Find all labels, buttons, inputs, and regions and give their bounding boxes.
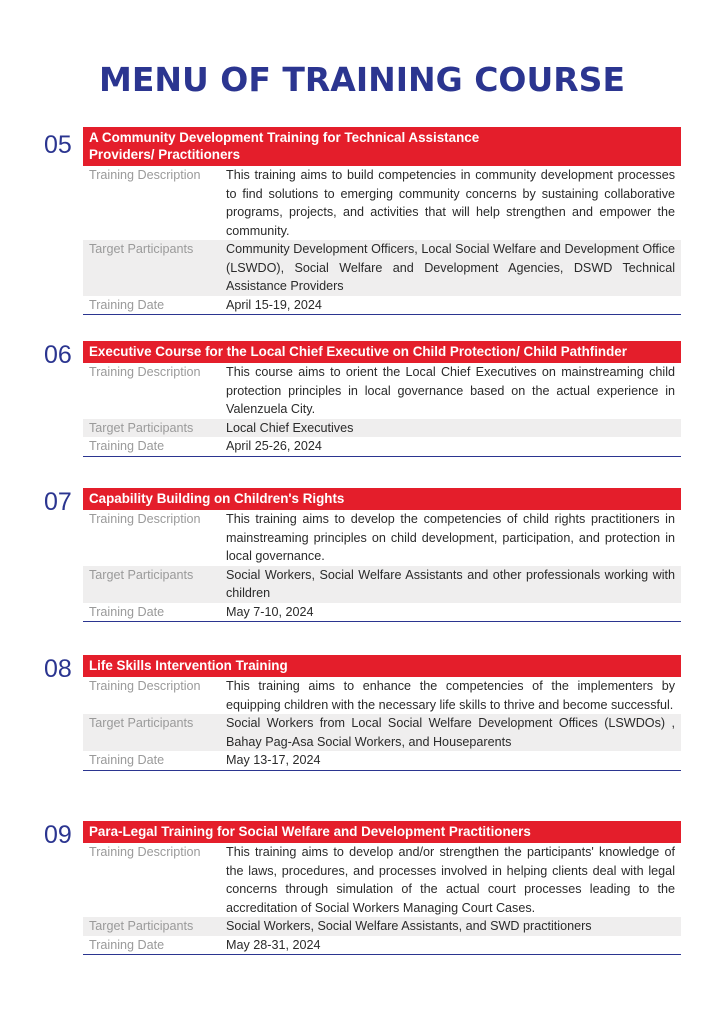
date-row	[83, 437, 681, 457]
description-row	[83, 166, 681, 240]
date-value: April 25-26, 2024	[226, 439, 322, 453]
description-value: This training aims to develop the competencies of child rights practitioners in mainstreaming principles on child development, participation, and protection in local governance.	[226, 512, 675, 563]
date-label: Training Date	[89, 297, 165, 312]
page-title: MENU OF TRAINING COURSE	[99, 60, 625, 99]
date-value: May 28-31, 2024	[226, 937, 321, 952]
date-value: May 7-10, 2024	[226, 604, 314, 619]
participants-row	[83, 566, 681, 603]
participants-row	[83, 714, 681, 751]
course-number: 06	[44, 341, 72, 369]
date-value: May 13-17, 2024	[226, 753, 321, 767]
participants-value: Social Workers, Social Welfare Assistants, and SWD practitioners	[226, 919, 592, 933]
description-value: This training aims to develop and/or strengthen the participants' knowledge of the laws, procedures, and processes involved in helping clients deal with legal concerns through simulation of the actual court processes leading to the accreditation of Social Workers Managing Court Cases.	[226, 845, 675, 915]
date-row	[83, 936, 681, 956]
course-table	[83, 341, 681, 457]
description-label: Training Description	[89, 365, 201, 379]
course-number: 09	[44, 821, 72, 849]
description-label: Training Description	[89, 679, 201, 693]
participants-row	[83, 917, 681, 936]
participants-value: Community Development Officers, Local Social Welfare and Development Office (LSWDO), Social Welfare and Development Agencies, DSWD Technical Assistance Providers	[226, 242, 675, 293]
participants-label: Target Participants	[89, 242, 194, 256]
course-table	[83, 127, 681, 315]
description-label: Training Description	[89, 845, 201, 859]
date-label: Training Date	[89, 937, 165, 952]
description-value: This training aims to build competencies in community development processes to find solutions to emerging community concerns by sustaining collaborative programs, projects, and activities that will help strengthen and empower the community.	[226, 168, 675, 238]
participants-label: Target Participants	[89, 420, 194, 435]
course-number: 07	[44, 488, 72, 516]
date-label: Training Date	[89, 439, 165, 453]
description-label: Training Description	[89, 168, 201, 182]
participants-row	[83, 240, 681, 296]
description-row	[83, 843, 681, 917]
date-row	[83, 603, 681, 623]
date-label: Training Date	[89, 604, 165, 619]
participants-label: Target Participants	[89, 919, 194, 933]
participants-value: Social Workers from Local Social Welfare Development Offices (LSWDOs) , Bahay Pag-Asa Social Workers, and Houseparents	[226, 716, 675, 749]
course-number: 05	[44, 131, 72, 159]
course-title: Capability Building on Children's Rights	[83, 488, 681, 510]
course-number: 08	[44, 655, 72, 683]
description-value: This course aims to orient the Local Chief Executives on mainstreaming child protection principles in local governance based on the actual experience in Valenzuela City.	[226, 365, 675, 416]
course-table	[83, 655, 681, 771]
participants-label: Target Participants	[89, 567, 194, 582]
participants-value: Local Chief Executives	[226, 420, 354, 435]
participants-label: Target Participants	[89, 716, 194, 730]
description-label: Training Description	[89, 512, 201, 526]
description-value: This training aims to enhance the competencies of the implementers by equipping children with the necessary life skills to thrive and become successful.	[226, 679, 675, 712]
participants-value: Social Workers, Social Welfare Assistants and other professionals working with children	[226, 567, 675, 600]
course-table	[83, 821, 681, 955]
description-row	[83, 510, 681, 566]
date-row	[83, 296, 681, 316]
course-title: A Community Development Training for Technical Assistance Providers/ Practitioners	[83, 127, 681, 166]
description-row	[83, 677, 681, 714]
date-row	[83, 751, 681, 771]
course-title: Life Skills Intervention Training	[83, 655, 681, 677]
participants-row	[83, 419, 681, 438]
date-value: April 15-19, 2024	[226, 297, 322, 312]
course-table	[83, 488, 681, 622]
course-title: Executive Course for the Local Chief Executive on Child Protection/ Child Pathfinder	[83, 341, 681, 363]
date-label: Training Date	[89, 753, 165, 767]
description-row	[83, 363, 681, 419]
course-title: Para-Legal Training for Social Welfare and Development Practitioners	[83, 821, 681, 843]
